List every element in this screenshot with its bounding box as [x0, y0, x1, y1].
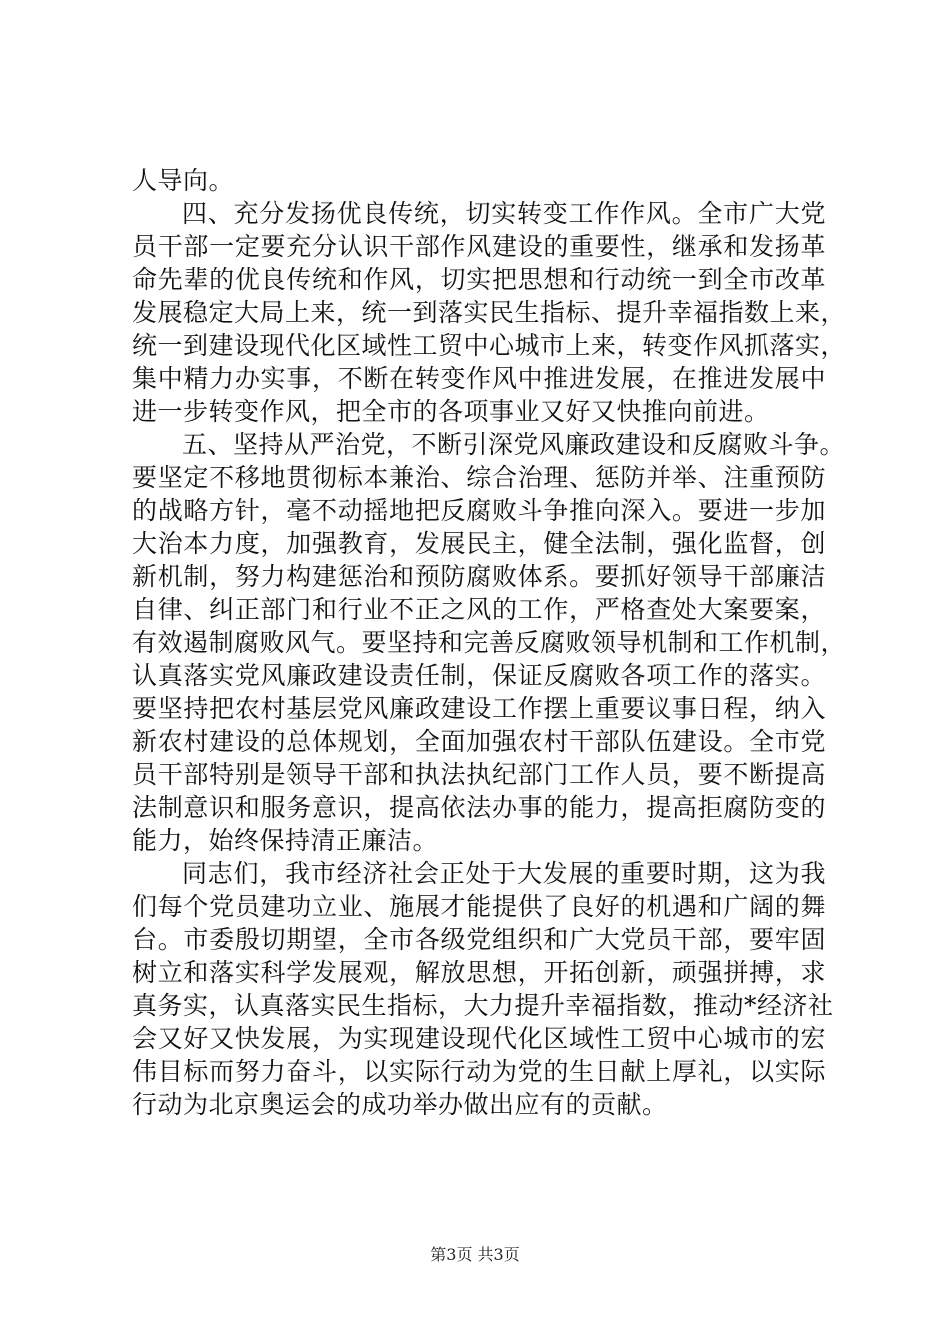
text-line: 大治本力度，加强教育，发展民主，健全法制，强化监督，创 — [132, 529, 826, 558]
text-line: 有效遏制腐败风气。要坚持和完善反腐败领导机制和工作机制， — [132, 628, 847, 657]
text-line: 树立和落实科学发展观，解放思想，开拓创新，顽强拼搏，求 — [132, 958, 826, 987]
text-line: 真务实，认真落实民生指标，大力提升幸福指数，推动*经济社 — [132, 991, 834, 1020]
text-line: 自律、纠正部门和行业不正之风的工作，严格查处大案要案， — [132, 595, 826, 624]
text-line: 台。市委殷切期望，全市各级党组织和广大党员干部，要牢固 — [132, 925, 826, 954]
text-line: 同志们，我市经济社会正处于大发展的重要时期，这为我 — [182, 859, 826, 888]
text-line: 四、充分发扬优良传统，切实转变工作作风。全市广大党 — [182, 199, 826, 228]
text-line: 发展稳定大局上来，统一到落实民生指标、提升幸福指数上来， — [132, 298, 847, 327]
text-line: 员干部特别是领导干部和执法执纪部门工作人员，要不断提高 — [132, 760, 826, 789]
text-line: 员干部一定要充分认识干部作风建设的重要性，继承和发扬革 — [132, 232, 826, 261]
text-line: 统一到建设现代化区域性工贸中心城市上来，转变作风抓落实， — [132, 331, 847, 360]
text-line: 法制意识和服务意识，提高依法办事的能力，提高拒腐防变的 — [132, 793, 826, 822]
body-text — [132, 164, 847, 1121]
text-line: 进一步转变作风，把全市的各项事业又好又快推向前进。 — [132, 397, 770, 426]
text-line: 能力，始终保持清正廉洁。 — [132, 826, 439, 855]
page-footer: 第3页 共3页 — [430, 1245, 520, 1264]
text-line: 五、坚持从严治党，不断引深党风廉政建设和反腐败斗争。 — [182, 430, 846, 459]
text-line: 行动为北京奥运会的成功举办做出应有的贡献。 — [132, 1090, 668, 1119]
text-line: 命先辈的优良传统和作风，切实把思想和行动统一到全市改革 — [132, 265, 826, 294]
text-line: 伟目标而努力奋斗，以实际行动为党的生日献上厚礼，以实际 — [132, 1057, 826, 1086]
text-line: 新农村建设的总体规划，全面加强农村干部队伍建设。全市党 — [132, 727, 826, 756]
text-line: 会又好又快发展，为实现建设现代化区域性工贸中心城市的宏 — [132, 1024, 826, 1053]
text-line: 认真落实党风廉政建设责任制，保证反腐败各项工作的落实。 — [132, 661, 826, 690]
text-line: 人导向。 — [132, 166, 235, 195]
text-line: 的战略方针，毫不动摇地把反腐败斗争推向深入。要进一步加 — [132, 496, 826, 525]
text-line: 要坚定不移地贯彻标本兼治、综合治理、惩防并举、注重预防 — [132, 463, 826, 492]
text-line: 新机制，努力构建惩治和预防腐败体系。要抓好领导干部廉洁 — [132, 562, 826, 591]
text-line: 要坚持把农村基层党风廉政建设工作摆上重要议事日程，纳入 — [132, 694, 826, 723]
text-line: 集中精力办实事，不断在转变作风中推进发展，在推进发展中 — [132, 364, 826, 393]
text-line: 们每个党员建功立业、施展才能提供了良好的机遇和广阔的舞 — [132, 892, 826, 921]
